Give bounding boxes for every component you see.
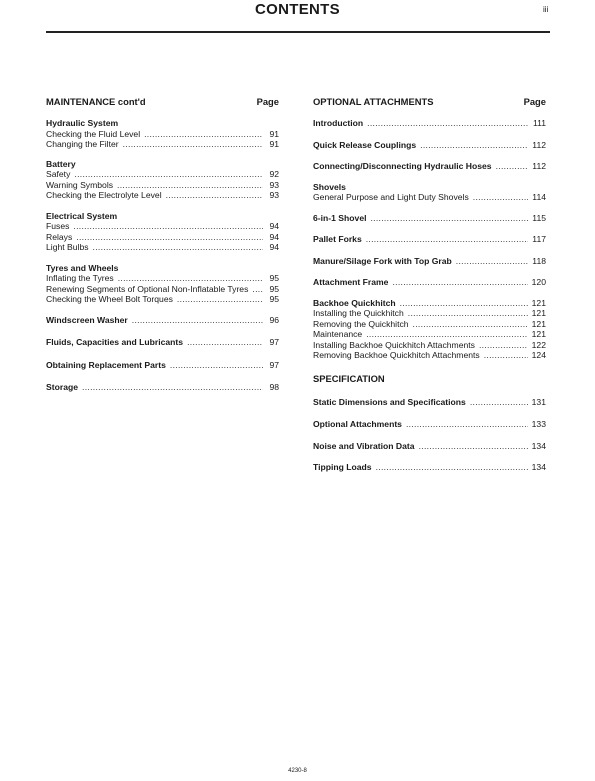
- toc-entry-label: Connecting/Disconnecting Hydraulic Hoses: [313, 161, 492, 171]
- toc-entry-page: 124: [531, 350, 546, 360]
- toc-entry[interactable]: [46, 242, 279, 253]
- dot-leader: [366, 234, 529, 245]
- dot-leader: [117, 180, 263, 191]
- toc-entry-page: 134: [531, 440, 546, 451]
- toc-entry-page: 112: [532, 161, 546, 171]
- toc-entry-page: 95: [269, 273, 279, 283]
- toc-entry-label: Obtaining Replacement Parts: [46, 359, 166, 370]
- dot-leader: [456, 256, 529, 267]
- toc-entry-label: 6-in-1 Shovel: [313, 212, 367, 223]
- toc-entry-label: Inflating the Tyres: [46, 273, 114, 283]
- dot-leader: [400, 298, 528, 309]
- toc-entry-page: 121: [531, 308, 546, 318]
- toc-entry[interactable]: [46, 232, 279, 243]
- dot-leader: [376, 462, 528, 473]
- dot-leader: [187, 337, 263, 348]
- toc-entry-page: 94: [269, 242, 279, 252]
- toc-section: [313, 441, 546, 452]
- toc-entry-page: 112: [532, 139, 546, 150]
- toc-entry-label: Quick Release Couplings: [313, 139, 417, 150]
- toc-entry[interactable]: [46, 190, 279, 201]
- page-column-label: Page: [256, 96, 279, 107]
- toc-entry-label: Tipping Loads: [313, 462, 372, 472]
- toc-entry-page: 92: [269, 169, 279, 179]
- dot-leader: [406, 419, 528, 430]
- toc-entry-page: 115: [532, 212, 546, 223]
- toc-entry[interactable]: [46, 139, 279, 150]
- toc-entry-label: Maintenance: [313, 329, 363, 339]
- toc-entry-page: 120: [531, 277, 546, 287]
- toc-entry-label: Removing Backhoe Quickhitch Attachments: [313, 350, 480, 360]
- toc-section: [313, 397, 546, 408]
- toc-section-title: Shovels: [313, 181, 346, 192]
- toc-section: [46, 360, 279, 371]
- toc-entry-page: 118: [532, 255, 546, 266]
- toc-entry-label: Changing the Filter: [46, 139, 119, 149]
- toc-entry-page: 95: [269, 283, 279, 294]
- toc-entry[interactable]: [46, 169, 279, 180]
- toc-section: [46, 159, 279, 201]
- toc-entry-page: 117: [532, 234, 546, 244]
- toc-section: [313, 462, 546, 473]
- left-column-header: [46, 96, 279, 108]
- toc-entry[interactable]: [46, 284, 279, 295]
- toc-section: [313, 118, 546, 129]
- toc-entry-label: Installing Backhoe Quickhitch Attachments: [313, 339, 475, 350]
- dot-leader: [82, 382, 263, 393]
- toc-entry-page: 91: [269, 139, 279, 149]
- toc-entry-label: Checking the Electrolyte Level: [46, 190, 162, 200]
- toc-entry[interactable]: [313, 397, 546, 408]
- toc-entry[interactable]: [313, 308, 546, 319]
- toc-section: [313, 419, 546, 430]
- toc-entry[interactable]: [313, 329, 546, 340]
- toc-entry-label: Optional Attachments: [313, 419, 402, 429]
- toc-entry-label: Removing the Quickhitch: [313, 318, 409, 329]
- toc-entry-label: Manure/Silage Fork with Top Grab: [313, 255, 452, 266]
- dot-leader: [252, 284, 263, 295]
- dot-leader: [419, 441, 528, 452]
- toc-section: [313, 161, 546, 172]
- toc-section: [313, 277, 546, 288]
- toc-entry[interactable]: [313, 298, 546, 309]
- dot-leader: [76, 232, 263, 243]
- toc-entry-page: 93: [269, 190, 279, 200]
- dot-leader: [408, 308, 528, 319]
- toc-section-title: Battery: [46, 158, 76, 169]
- toc-section-title: Electrical System: [46, 210, 118, 221]
- dot-leader: [470, 397, 528, 408]
- toc-section: [313, 213, 546, 224]
- toc-entry[interactable]: [46, 294, 279, 305]
- page-column-label: Page: [523, 96, 546, 107]
- section-heading: [313, 373, 546, 385]
- toc-entry-page: 121: [531, 297, 546, 308]
- dot-leader: [367, 118, 529, 129]
- toc-entry-label: Fluids, Capacities and Lubricants: [46, 337, 184, 347]
- dot-leader: [413, 319, 528, 330]
- toc-entry-page: 131: [531, 396, 546, 407]
- page-title: CONTENTS: [255, 1, 340, 18]
- toc-entry[interactable]: [313, 256, 546, 267]
- section-heading: MAINTENANCE cont'd: [46, 96, 146, 107]
- toc-entry[interactable]: [46, 180, 279, 191]
- toc-entry-label: General Purpose and Light Duty Shovels: [313, 192, 469, 202]
- toc-entry-label: Backhoe Quickhitch: [313, 297, 396, 308]
- toc-entry-label: Renewing Segments of Optional Non-Inflatable Tyres: [46, 283, 249, 294]
- toc-section: [46, 211, 279, 253]
- right-column: [313, 96, 546, 473]
- toc-entry-label: Noise and Vibration Data: [313, 440, 415, 451]
- toc-section: [313, 298, 546, 361]
- dot-leader: [473, 192, 529, 203]
- toc-entry-page: 94: [269, 231, 279, 242]
- left-entries: [46, 118, 279, 393]
- toc-entry-label: Fuses: [46, 221, 70, 231]
- toc-entry-label: Checking the Fluid Level: [46, 128, 141, 139]
- toc-entry-page: 114: [532, 192, 546, 202]
- toc-entry-label: Safety: [46, 169, 71, 179]
- dot-leader: [74, 169, 263, 180]
- toc-entry[interactable]: [313, 350, 546, 361]
- toc-entry-page: 96: [269, 314, 279, 325]
- toc-entry[interactable]: [313, 319, 546, 330]
- toc-entry[interactable]: [313, 118, 546, 129]
- toc-section: [313, 234, 546, 245]
- toc-section: [313, 140, 546, 151]
- toc-entry-page: 134: [531, 462, 546, 472]
- toc-entry-label: Attachment Frame: [313, 277, 389, 287]
- toc-section: [46, 118, 279, 150]
- toc-entry-page: 98: [269, 382, 279, 392]
- toc-entry[interactable]: [46, 337, 279, 348]
- dot-leader: [118, 273, 263, 284]
- toc-section: [46, 337, 279, 348]
- toc-entry[interactable]: [313, 340, 546, 351]
- dot-leader: [484, 350, 528, 361]
- toc-entry-page: 121: [531, 318, 546, 329]
- toc-entry-page: 133: [531, 419, 546, 429]
- toc-entry-label: Pallet Forks: [313, 234, 362, 244]
- toc-entry-label: Installing the Quickhitch: [313, 308, 404, 318]
- toc-entry-page: 95: [269, 294, 279, 304]
- toc-entry[interactable]: [313, 192, 546, 203]
- toc-entry[interactable]: [46, 315, 279, 326]
- dot-leader: [166, 190, 263, 201]
- dot-leader: [132, 315, 263, 326]
- dot-leader: [93, 242, 263, 253]
- right-column-header: [313, 96, 546, 108]
- section-heading: OPTIONAL ATTACHMENTS: [313, 96, 434, 107]
- dot-leader: [123, 139, 263, 150]
- toc-entry[interactable]: [46, 360, 279, 371]
- dot-leader: [370, 213, 528, 224]
- toc-entry[interactable]: [313, 161, 546, 172]
- dot-leader: [420, 140, 528, 151]
- toc-entry-label: Static Dimensions and Specifications: [313, 396, 466, 407]
- dot-leader: [177, 294, 263, 305]
- toc-entry[interactable]: [46, 382, 279, 393]
- toc-entry-page: 97: [269, 337, 279, 347]
- dot-leader: [73, 221, 263, 232]
- toc-entry[interactable]: [46, 273, 279, 284]
- toc-entry-page: 121: [531, 329, 546, 339]
- toc-entry[interactable]: [46, 129, 279, 140]
- toc-entry[interactable]: [313, 462, 546, 473]
- left-column: [46, 96, 279, 393]
- toc-entry-page: 94: [269, 221, 279, 231]
- header-rule: [46, 31, 550, 33]
- toc-section: [313, 182, 546, 203]
- toc-entry-label: Relays: [46, 231, 73, 242]
- toc-entry-label: Windscreen Washer: [46, 314, 128, 325]
- toc-entry-page: 97: [269, 359, 279, 370]
- toc-section: [46, 263, 279, 305]
- toc-entry[interactable]: [313, 441, 546, 452]
- dot-leader: [496, 161, 529, 172]
- footer-code: 4230-8: [288, 768, 307, 774]
- toc-entry-label: Storage: [46, 382, 78, 392]
- toc-entry[interactable]: [313, 140, 546, 151]
- toc-entry-page: 122: [531, 339, 546, 350]
- toc-section-title: Hydraulic System: [46, 118, 119, 128]
- dot-leader: [144, 129, 263, 140]
- toc-entry[interactable]: [46, 221, 279, 232]
- toc-entry-label: Warning Symbols: [46, 179, 114, 190]
- section-heading-label: SPECIFICATION: [313, 372, 385, 384]
- toc-section: [46, 315, 279, 326]
- dot-leader: [479, 340, 528, 351]
- toc-section-title: Tyres and Wheels: [46, 262, 119, 273]
- toc-entry-page: 111: [532, 118, 546, 128]
- toc-entry-label: Light Bulbs: [46, 242, 89, 252]
- toc-entry[interactable]: [313, 213, 546, 224]
- toc-entry[interactable]: [313, 277, 546, 288]
- dot-leader: [170, 360, 263, 371]
- page-number: iii: [543, 5, 549, 14]
- toc-entry-page: 91: [269, 128, 279, 139]
- dot-leader: [366, 329, 527, 340]
- toc-entry-label: Checking the Wheel Bolt Torques: [46, 294, 173, 304]
- dot-leader: [392, 277, 527, 288]
- toc-section: [313, 256, 546, 267]
- toc-entry-page: 93: [269, 179, 279, 190]
- toc-section: [46, 382, 279, 393]
- right-entries: [313, 118, 546, 473]
- toc-entry[interactable]: [313, 419, 546, 430]
- toc-entry[interactable]: [313, 234, 546, 245]
- toc-entry-label: Introduction: [313, 118, 364, 128]
